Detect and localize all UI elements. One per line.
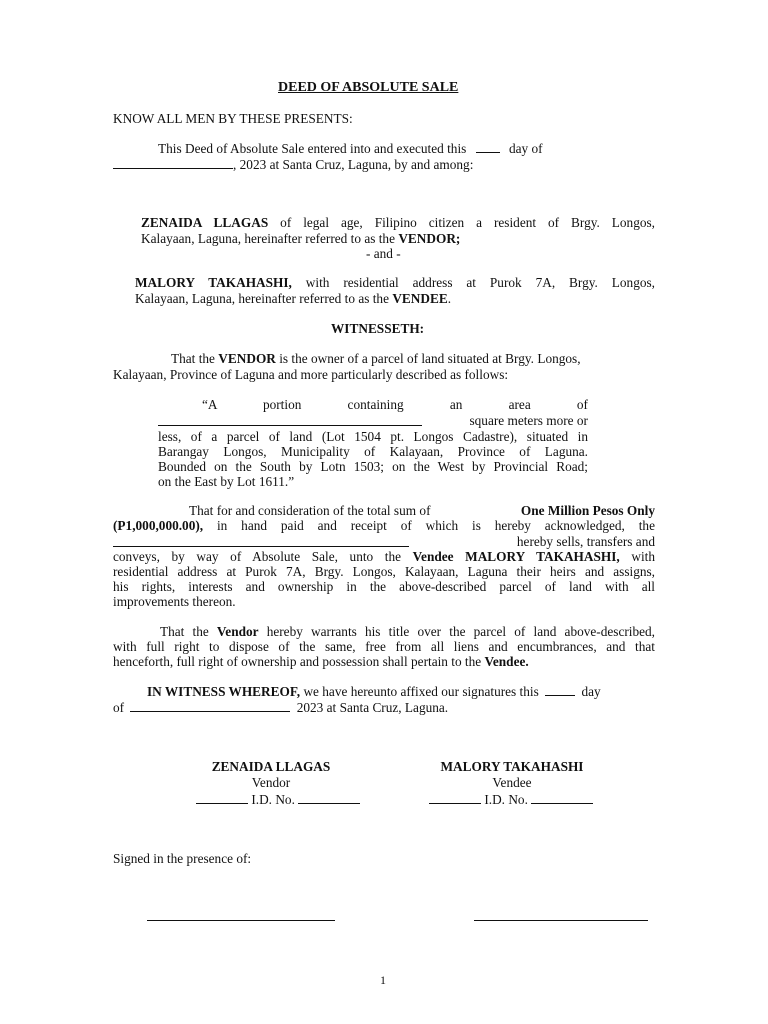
buyer-blank [113,534,409,547]
presence-label: Signed in the presence of: [113,851,252,866]
amount-in-figures: (P1,000,000.00), [113,518,204,533]
quote-line-6: on the East by Lot 1611.” [158,474,295,489]
quote-line-3: less, of a parcel of land (Lot 1504 pt. Longos Cadastre), situated in [158,429,588,444]
page-number: 1 [380,973,386,987]
p2-line-6: his rights, interests and ownership in the above-described parcel of land with all [113,579,655,594]
p3-line-2: with full right to dispose of the same, free from all liens and encumbrances, and that [113,639,655,654]
quote-line-4: Barangay Longos, Municipality of Kalayaan, Province of Laguna. [158,444,588,459]
witnesseth-heading: WITNESSETH: [331,321,425,336]
sig-vendor-id: I.D. No. [196,791,360,808]
quote-line-5: Bounded on the South by Lotn 1503; on the West by Provincial Road; [158,459,588,474]
sig-vendee-role: Vendee [492,775,532,790]
p2-line-7: improvements thereon. [113,594,236,609]
quote-line-1: “A portion containing an area of [202,397,588,412]
vendor-party-line-2: Kalayaan, Laguna, hereinafter referred to as the VENDOR; [141,231,461,246]
day-blank [476,140,500,153]
p1-line-2: Kalayaan, Province of Laguna and more particularly described as follows: [113,367,509,382]
p1-line-1: That the VENDOR is the owner of a parcel of land situated at Brgy. Longos, [171,351,581,366]
sig-vendee-id: I.D. No. [429,791,593,808]
witness-month-blank [130,699,290,712]
sig-vendor-role: Vendor [251,775,291,790]
document-title: DEED OF ABSOLUTE SALE [278,80,459,95]
p2-line-5: residential address at Purok 7A, Brgy. Longos, Kalayaan, Laguna their heirs and assigns, [113,564,655,579]
witness-day-blank [545,683,575,696]
p2-line-3: hereby sells, transfers and [113,534,655,551]
and-separator: - and - [366,246,401,261]
vendor-party-line-1: ZENAIDA LLAGAS of legal age, Filipino citizen a resident of Brgy. Longos, [141,215,655,230]
month-blank [113,156,233,169]
sig-vendor-name: ZENAIDA LLAGAS [211,759,331,774]
p3-line-3: henceforth, full right of ownership and possession shall pertain to the Vendee. [113,654,529,669]
p3-line-1: That the Vendor hereby warrants his title over the parcel of land above-described, [160,624,655,639]
witness-line-2: of 2023 at Santa Cruz, Laguna. [113,700,449,715]
sig-vendee-name: MALORY TAKAHASHI [440,759,584,774]
quote-line-2: square meters more or [158,413,588,430]
intro-line-2: , 2023 at Santa Cruz, Laguna, by and among: [113,156,473,173]
vendee-party-line-2: Kalayaan, Laguna, hereinafter referred to as the VENDEE. [135,291,452,306]
witness-signature-line-2 [474,920,648,921]
amount-in-words: One Million Pesos Only [520,503,655,518]
vendee-party-line-1: MALORY TAKAHASHI, with residential address at Purok 7A, Brgy. Longos, [135,275,655,290]
witness-signature-line-1 [147,920,335,921]
p2-line-2: (P1,000,000.00), in hand paid and receipt of which is hereby acknowledged, the [113,518,655,533]
vendee-name: MALORY TAKAHASHI, [135,275,292,290]
salutation: KNOW ALL MEN BY THESE PRESENTS: [113,111,353,126]
witness-line-1: IN WITNESS WHEREOF, we have hereunto affixed our signatures this day [147,684,601,699]
p2-line-1: That for and consideration of the total sum of One Million Pesos Only [189,503,655,518]
area-blank [158,413,422,426]
p2-line-4: conveys, by way of Absolute Sale, unto the Vendee MALORY TAKAHASHI, with [113,549,655,564]
intro-line-1: This Deed of Absolute Sale entered into and executed this day of [158,141,543,156]
vendor-name: ZENAIDA LLAGAS [141,215,269,230]
